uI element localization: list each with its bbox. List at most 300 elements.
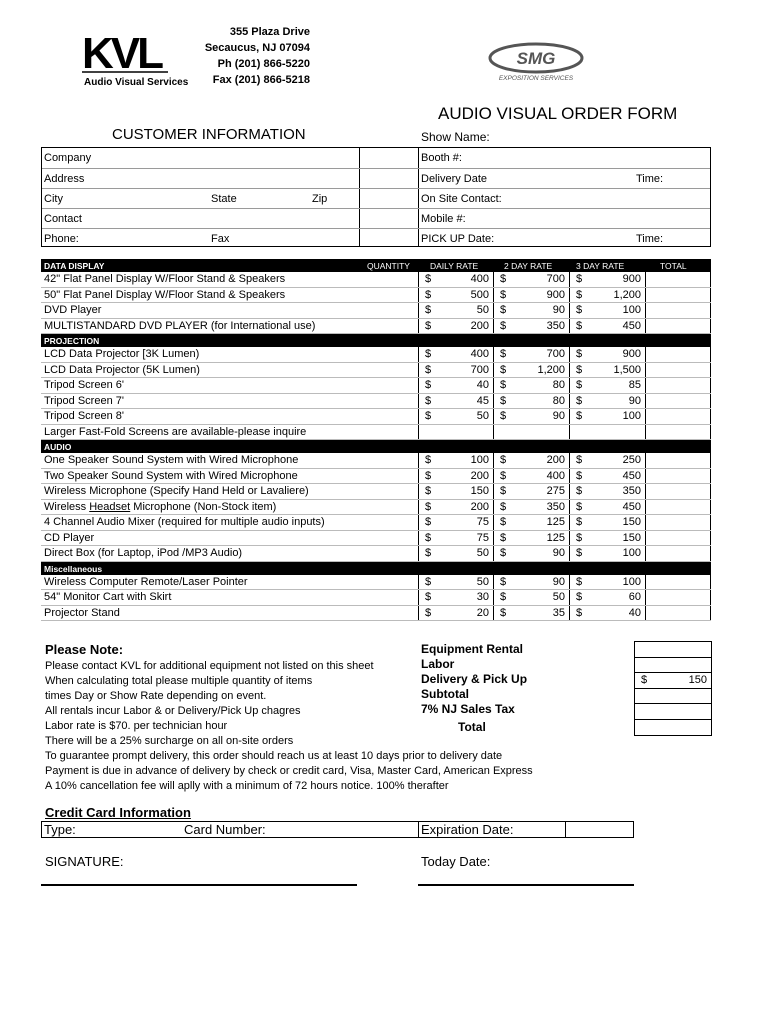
rate-cell [494, 347, 570, 363]
quantity-cell[interactable] [359, 394, 418, 410]
rate-cell [570, 319, 646, 335]
notes-title: Please Note: [45, 642, 124, 657]
currency-sign: $ [425, 363, 432, 376]
total-cell[interactable] [646, 319, 711, 335]
quantity-cell[interactable] [359, 303, 418, 319]
rate-value: 900 [622, 273, 641, 285]
sales-tax-label: 7% NJ Sales Tax [421, 702, 515, 716]
labor-value[interactable] [635, 658, 711, 674]
rate-value: 75 [476, 516, 489, 528]
currency-sign: $ [500, 516, 507, 528]
table-row [41, 272, 711, 288]
item-name: 50" Flat Panel Display W/Floor Stand & Speakers [44, 288, 286, 301]
table-row [41, 347, 711, 363]
total-cell[interactable] [646, 590, 711, 606]
table-row [41, 303, 711, 319]
currency-sign: $ [425, 288, 432, 301]
delivery-pickup-value[interactable] [635, 673, 711, 689]
card-type-field[interactable]: Type: [44, 822, 76, 837]
rate-cell [418, 484, 494, 500]
totals-labels [421, 642, 527, 735]
company-field[interactable]: Company [44, 152, 92, 164]
rate-value: 80 [552, 379, 565, 391]
item-name: Larger Fast-Fold Screens are available-please inquire [44, 425, 307, 438]
rate-cell [418, 590, 494, 606]
address-line: Fax (201) 866-5218 [212, 74, 310, 86]
rate-cell [418, 606, 494, 622]
section-title: DATA DISPLAY [44, 261, 105, 271]
currency-sign: $ [500, 273, 507, 285]
total-cell[interactable] [646, 453, 711, 469]
currency-sign: $ [576, 454, 583, 466]
quantity-cell[interactable] [359, 515, 418, 531]
rate-cell [570, 515, 646, 531]
note-line: To guarantee prompt delivery, this order should reach us at least 10 days prior to delivery date [45, 750, 503, 762]
total-cell[interactable] [646, 288, 711, 304]
note-line: When calculating total please multiple quantity of items [45, 675, 313, 687]
delivery-date-field[interactable]: Delivery Date [421, 173, 488, 185]
rate-value: 60 [628, 591, 641, 603]
rate-value: 90 [552, 410, 565, 422]
total-cell[interactable] [646, 469, 711, 485]
currency-sign: $ [425, 469, 432, 482]
rate-value: 150 [622, 516, 641, 528]
quantity-cell[interactable] [359, 288, 418, 304]
total-label: Total [458, 720, 486, 734]
item-name: 4 Channel Audio Mixer (required for multiple audio inputs) [44, 516, 325, 528]
quantity-cell[interactable] [359, 425, 418, 441]
table-row [41, 409, 711, 425]
note-line: There will be a 25% surcharge on all on-site orders [45, 735, 294, 747]
row-divider [41, 620, 711, 621]
item-name: DVD Player [44, 304, 102, 316]
rate-value: 275 [546, 485, 565, 497]
quantity-cell[interactable] [359, 347, 418, 363]
rate-value: 20 [476, 606, 489, 619]
rate-cell [570, 500, 646, 516]
delivery-time-field[interactable]: Time: [636, 173, 664, 185]
total-cell[interactable] [646, 363, 711, 379]
currency-sign: $ [500, 469, 507, 482]
rate-value: 150 [622, 531, 641, 544]
currency-sign: $ [500, 547, 507, 559]
total-cell[interactable] [646, 409, 711, 425]
section-header [41, 334, 711, 347]
rate-cell [418, 500, 494, 516]
currency-sign: $ [576, 606, 583, 619]
quantity-cell[interactable] [359, 546, 418, 562]
rate-value: 200 [470, 500, 489, 513]
rate-cell [494, 606, 570, 622]
rate-cell [494, 575, 570, 591]
rate-cell [494, 590, 570, 606]
rate-cell [570, 363, 646, 379]
zip-field[interactable]: Zip [312, 193, 328, 205]
total-cell[interactable] [646, 272, 711, 288]
rate-value: 450 [622, 500, 641, 513]
rate-cell [418, 575, 494, 591]
total-cell[interactable] [646, 575, 711, 591]
city-field[interactable]: City [44, 193, 63, 205]
table-row [41, 469, 711, 485]
rate-value: 50 [476, 410, 489, 422]
rate-cell [570, 531, 646, 547]
rate-value: 40 [628, 606, 641, 619]
total-header: TOTAL [660, 261, 687, 271]
rate-value: 75 [476, 531, 489, 544]
item-name: Wireless Microphone (Specify Hand Held or Lavaliere) [44, 485, 309, 497]
section-title: PROJECTION [44, 336, 100, 346]
rate-cell [570, 409, 646, 425]
equipment-rental-value[interactable] [635, 642, 711, 658]
rate-value: 100 [622, 410, 641, 422]
total-cell[interactable] [646, 546, 711, 562]
rate-value: 50 [552, 591, 565, 603]
rate-value: 500 [470, 288, 489, 301]
currency-sign: $ [500, 304, 507, 316]
customer-info-title: CUSTOMER INFORMATION [112, 126, 306, 143]
rate-cell [418, 363, 494, 379]
currency-sign: $ [576, 273, 583, 285]
rate-value: 900 [622, 348, 641, 360]
rate-value: 400 [470, 348, 489, 360]
currency-sign: $ [500, 319, 507, 332]
total-value[interactable] [635, 720, 711, 736]
currency-sign: $ [425, 547, 432, 559]
credit-card-title: Credit Card Information [45, 805, 191, 820]
currency-sign: $ [500, 348, 507, 360]
quantity-cell[interactable] [359, 363, 418, 379]
rate-cell [494, 272, 570, 288]
rate-value: 400 [470, 273, 489, 285]
rate-cell [494, 394, 570, 410]
rate-cell [418, 546, 494, 562]
quantity-header: QUANTITY [367, 261, 410, 271]
currency-sign: $ [425, 575, 432, 588]
rate-value: 125 [546, 531, 565, 544]
currency-sign: $ [576, 304, 583, 316]
currency-sign: $ [576, 288, 583, 301]
total-cell[interactable] [646, 484, 711, 500]
rate-cell [570, 378, 646, 394]
section-header [41, 259, 711, 272]
rate-cell [418, 409, 494, 425]
rate-cell [570, 484, 646, 500]
rate-cell [418, 378, 494, 394]
currency-sign: $ [425, 273, 432, 285]
rate-cell [494, 319, 570, 335]
mobile-field[interactable]: Mobile #: [421, 213, 466, 225]
currency-sign: $ [425, 410, 432, 422]
note-line: All rentals incur Labor & or Delivery/Pick Up chagres [45, 705, 301, 717]
pickup-time-field[interactable]: Time: [636, 233, 664, 245]
rate-cell [418, 272, 494, 288]
rate-value: 450 [622, 319, 641, 332]
total-cell[interactable] [646, 303, 711, 319]
rate-value: 50 [476, 575, 489, 588]
rate-value: 80 [552, 394, 565, 407]
currency-sign: $ [425, 531, 432, 544]
rate-value: 350 [622, 485, 641, 497]
rate-cell [570, 272, 646, 288]
currency-sign: $ [576, 500, 583, 513]
delivery-pickup-amount: 150 [688, 674, 707, 686]
currency-sign: $ [425, 606, 432, 619]
currency-sign: $ [576, 485, 583, 497]
item-name: Tripod Screen 8' [44, 410, 124, 422]
total-cell[interactable] [646, 531, 711, 547]
quantity-cell[interactable] [359, 575, 418, 591]
equipment-rental-label: Equipment Rental [421, 642, 524, 656]
note-line: Payment is due in advance of delivery by check or credit card, Visa, Master Card, American Express [45, 765, 533, 777]
total-cell[interactable] [646, 394, 711, 410]
item-name: Tripod Screen 6' [44, 379, 124, 391]
item-name: Tripod Screen 7' [44, 394, 124, 407]
quantity-cell[interactable] [359, 453, 418, 469]
rate-cell [494, 484, 570, 500]
labor-label: Labor [421, 657, 455, 671]
table-row [41, 484, 711, 500]
item-name: One Speaker Sound System with Wired Microphone [44, 454, 299, 466]
table-row [41, 425, 711, 441]
today-date-label: Today Date: [421, 854, 491, 869]
rate-cell [494, 453, 570, 469]
item-name: Projector Stand [44, 606, 120, 619]
currency-sign: $ [576, 547, 583, 559]
rate-value: 50 [476, 547, 489, 559]
currency-sign: $ [576, 516, 583, 528]
quantity-cell[interactable] [359, 469, 418, 485]
rate-value: 700 [546, 273, 565, 285]
address-line: Ph (201) 866-5220 [217, 58, 310, 70]
currency-sign: $ [500, 454, 507, 466]
total-cell[interactable] [646, 347, 711, 363]
sales-tax-value[interactable] [635, 704, 711, 720]
rate-value: 200 [470, 319, 489, 332]
two-day-rate-header: 2 DAY RATE [504, 261, 553, 271]
currency-sign: $ [500, 591, 507, 603]
fax-field[interactable]: Fax [211, 233, 230, 245]
credit-card-box [41, 821, 634, 838]
currency-sign: $ [500, 531, 507, 544]
rate-value: 100 [622, 547, 641, 559]
customer-info-table [41, 147, 711, 247]
currency-sign: $ [576, 531, 583, 544]
rate-cell [418, 453, 494, 469]
currency-sign: $ [500, 363, 507, 376]
rate-cell [570, 606, 646, 622]
currency-sign: $ [500, 575, 507, 588]
rate-cell [570, 590, 646, 606]
note-line: A 10% cancellation fee will aplly with a minimum of 72 hours notice. 100% therafter [45, 780, 449, 792]
rate-value: 1,500 [613, 363, 641, 376]
rate-value: 450 [622, 469, 641, 482]
quantity-cell[interactable] [359, 590, 418, 606]
delivery-pickup-label: Delivery & Pick Up [421, 672, 528, 686]
rate-value: 30 [476, 591, 489, 603]
quantity-cell[interactable] [359, 606, 418, 622]
expiration-date-field[interactable]: Expiration Date: [421, 822, 514, 837]
rate-value: 200 [546, 454, 565, 466]
table-row [41, 606, 711, 622]
currency-sign: $ [576, 394, 583, 407]
currency-sign: $ [425, 591, 432, 603]
currency-sign: $ [576, 319, 583, 332]
booth-field[interactable]: Booth #: [421, 152, 462, 164]
rate-value: 100 [622, 575, 641, 588]
item-name: MULTISTANDARD DVD PLAYER (for International use) [44, 319, 316, 332]
rate-cell [418, 469, 494, 485]
rate-cell [570, 303, 646, 319]
rate-cell [418, 347, 494, 363]
kvl-logo-text: KVL [82, 29, 161, 78]
quantity-cell[interactable] [359, 319, 418, 335]
currency-sign: $ [576, 591, 583, 603]
rate-cell [418, 531, 494, 547]
currency-sign: $ [425, 319, 432, 332]
rate-cell [570, 546, 646, 562]
currency-sign: $ [425, 500, 432, 513]
daily-rate-header: DAILY RATE [430, 261, 479, 271]
kvl-logo [82, 28, 189, 88]
today-date-line[interactable] [418, 884, 634, 886]
total-cell[interactable] [646, 425, 711, 441]
address-line: Secaucus, NJ 07094 [204, 42, 310, 54]
rate-cell [570, 288, 646, 304]
currency-sign: $ [500, 288, 507, 301]
section-header [41, 562, 711, 575]
item-name: Two Speaker Sound System with Wired Microphone [44, 469, 298, 482]
smg-logo [488, 42, 586, 82]
item-name: 42" Flat Panel Display W/Floor Stand & Speakers [44, 273, 286, 285]
table-row [41, 378, 711, 394]
quantity-cell[interactable] [359, 500, 418, 516]
rate-value: 400 [546, 469, 565, 482]
company-address [200, 24, 310, 88]
phone-field[interactable]: Phone: [44, 233, 79, 245]
show-name-field[interactable]: Show Name: [421, 130, 490, 144]
currency-sign: $ [576, 363, 583, 376]
quantity-cell[interactable] [359, 409, 418, 425]
item-name: LCD Data Projector [3K Lumen) [44, 348, 200, 360]
rate-cell [418, 303, 494, 319]
card-number-field[interactable]: Card Number: [184, 822, 266, 837]
currency-sign: $ [425, 379, 432, 391]
currency-sign: $ [576, 379, 583, 391]
rate-cell [570, 347, 646, 363]
item-name: 54" Monitor Cart with Skirt [44, 591, 172, 603]
table-row [41, 531, 711, 547]
rate-cell [494, 515, 570, 531]
address-field[interactable]: Address [44, 173, 85, 185]
section-title: Miscellaneous [44, 563, 103, 574]
quantity-cell[interactable] [359, 272, 418, 288]
total-cell[interactable] [646, 378, 711, 394]
currency-sign: $ [425, 304, 432, 316]
note-line: times Day or Show Rate depending on event. [45, 690, 267, 702]
rate-value: 35 [552, 606, 565, 619]
item-name: LCD Data Projector (5K Lumen) [44, 363, 200, 376]
currency-sign: $ [576, 575, 583, 588]
pickup-date-field[interactable]: PICK UP Date: [421, 233, 495, 245]
rate-cell [494, 378, 570, 394]
state-field[interactable]: State [211, 193, 237, 205]
three-day-rate-header: 3 DAY RATE [576, 261, 625, 271]
rate-value: 90 [552, 575, 565, 588]
table-row [41, 515, 711, 531]
rate-value: 150 [470, 485, 489, 497]
rate-cell [494, 531, 570, 547]
table-row [41, 590, 711, 606]
total-cell[interactable] [646, 515, 711, 531]
rate-cell [570, 575, 646, 591]
note-line: Labor rate is $70. per technician hour [45, 720, 228, 732]
rate-value: 1,200 [537, 363, 565, 376]
rate-value: 125 [546, 516, 565, 528]
rate-value: 90 [552, 304, 565, 316]
rate-value: 700 [546, 348, 565, 360]
note-line: Please contact KVL for additional equipment not listed on this sheet [45, 660, 374, 672]
rate-cell [494, 425, 570, 441]
rate-value: 100 [470, 454, 489, 466]
rate-value: 250 [622, 454, 641, 466]
rate-cell [494, 409, 570, 425]
rate-cell [494, 303, 570, 319]
quantity-cell[interactable] [359, 484, 418, 500]
item-name: Wireless Computer Remote/Laser Pointer [44, 575, 248, 588]
rate-cell [418, 319, 494, 335]
on-site-contact-field[interactable]: On Site Contact: [421, 193, 502, 205]
rate-value: 90 [552, 547, 565, 559]
rate-cell [494, 288, 570, 304]
rate-cell [418, 288, 494, 304]
rate-cell [570, 469, 646, 485]
rate-cell [494, 363, 570, 379]
rate-cell [418, 425, 494, 441]
rate-cell [570, 394, 646, 410]
rate-cell [418, 394, 494, 410]
item-name: Wireless Headset Microphone (Non-Stock item) [44, 500, 277, 513]
currency-sign: $ [576, 410, 583, 422]
total-cell[interactable] [646, 606, 711, 622]
currency-sign: $ [425, 394, 432, 407]
smg-logo-subtitle: EXPOSITION SERVICES [498, 75, 574, 82]
currency-sign: $ [500, 410, 507, 422]
currency-sign: $ [425, 516, 432, 528]
currency-sign: $ [425, 348, 432, 360]
table-row [41, 453, 711, 469]
rate-cell [494, 469, 570, 485]
contact-field[interactable]: Contact [44, 213, 82, 225]
total-cell[interactable] [646, 500, 711, 516]
rate-value: 350 [546, 500, 565, 513]
rate-cell [418, 515, 494, 531]
subtotal-value[interactable] [635, 689, 711, 705]
rate-value: 85 [628, 379, 641, 391]
currency-sign: $ [500, 485, 507, 497]
signature-line[interactable] [41, 884, 357, 886]
quantity-cell[interactable] [359, 531, 418, 547]
signature-label: SIGNATURE: [45, 854, 124, 869]
rate-value: 350 [546, 319, 565, 332]
table-row [41, 319, 711, 335]
table-row [41, 288, 711, 304]
currency-sign: $ [576, 469, 583, 482]
table-row [41, 575, 711, 591]
kvl-logo-subtitle: Audio Visual Services [84, 77, 189, 88]
quantity-cell[interactable] [359, 378, 418, 394]
smg-logo-text: SMG [516, 49, 556, 68]
